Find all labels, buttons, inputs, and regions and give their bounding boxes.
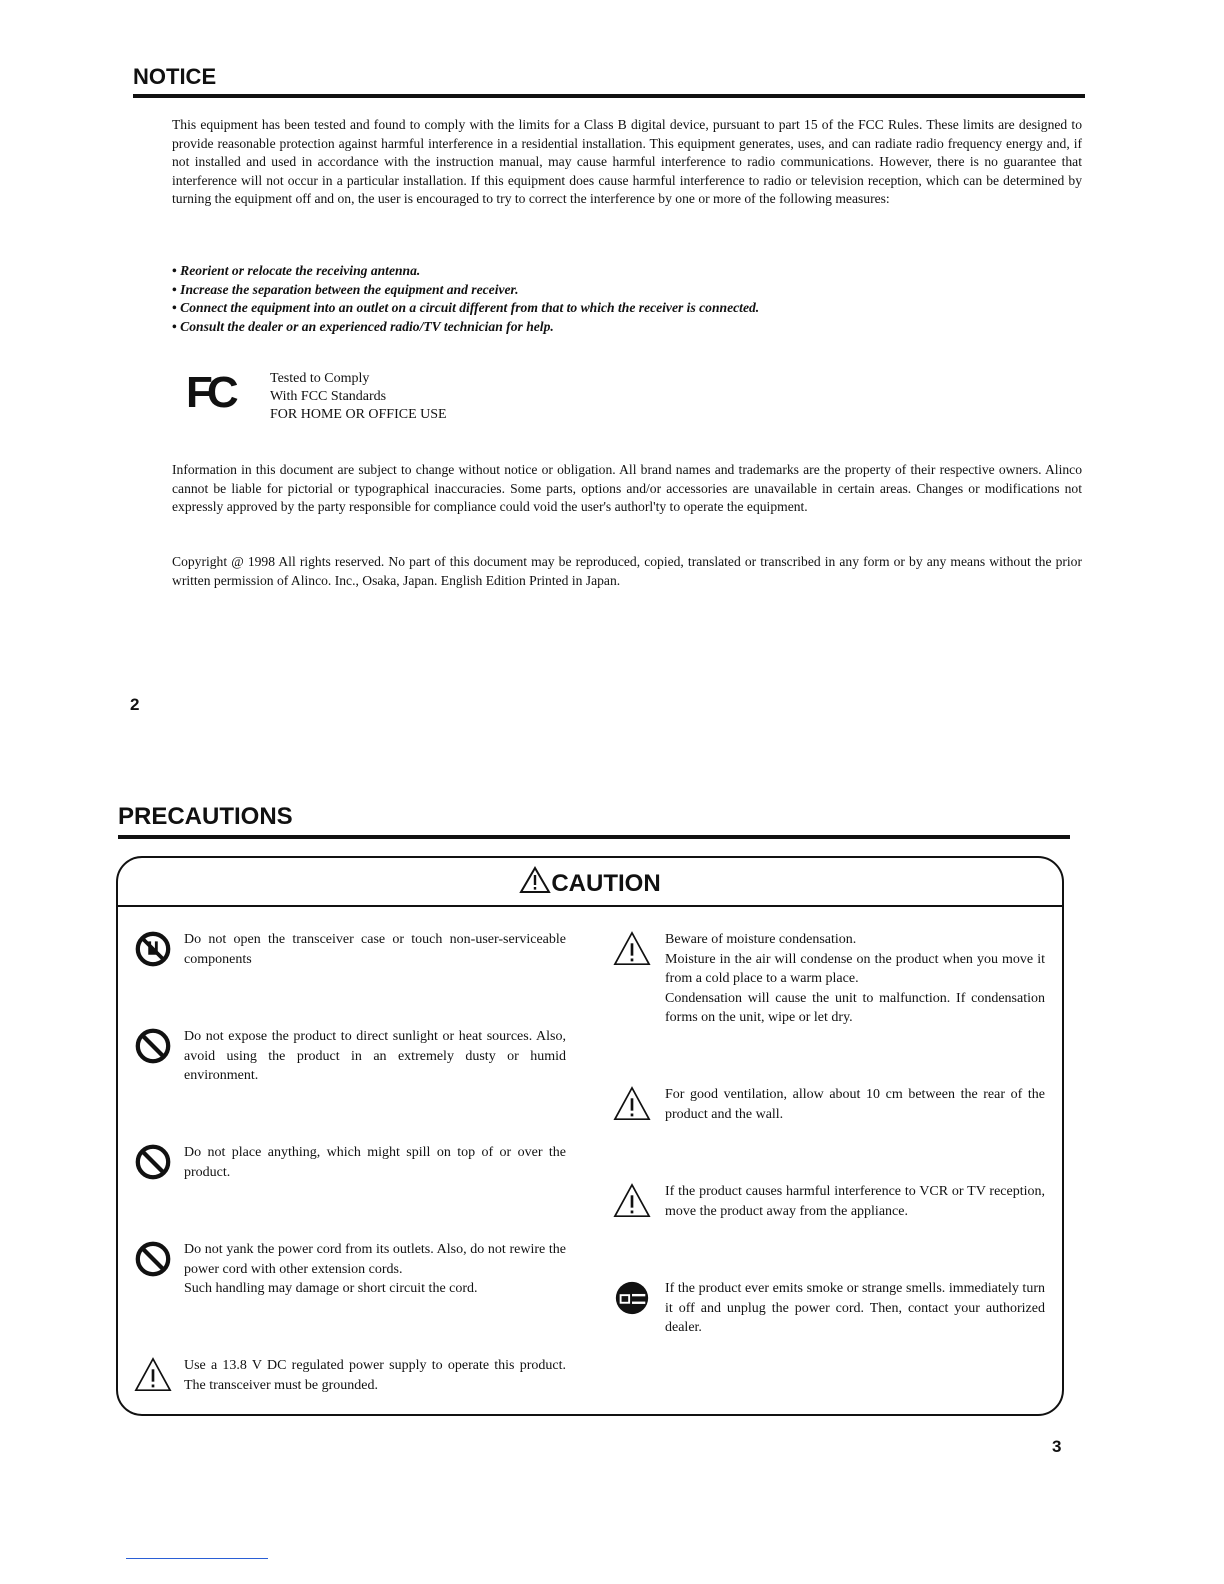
notice-title: NOTICE: [133, 64, 217, 89]
precaution-line: Condensation will cause the unit to malfunction. If condensation forms on the unit, wipe or let dry.: [665, 990, 1045, 1025]
precaution-line: Use a 13.8 V DC regulated power supply to operate this product. The transceiver must be grounded.: [184, 1358, 566, 1393]
warning-icon: [613, 1182, 651, 1220]
copyright-paragraph: Copyright @ 1998 All rights reserved. No part of this document may be reproduced, copied, translated or transcribed in any form or by any means without the prior written permission of Alinco. Inc., Osaka, Japan. English Edition Printed in Japan.: [172, 554, 1082, 588]
precautions-rule: [118, 835, 1070, 839]
fcc-line: Tested to Comply: [270, 371, 370, 386]
measure-item: • Reorient or relocate the receiving antenna.: [172, 262, 1072, 281]
page-number: 3: [1052, 1437, 1062, 1456]
fcc-compliance-text: [270, 370, 447, 424]
precaution-text: [184, 1356, 566, 1395]
precaution-line: Do not open the transceiver case or touch non-user-serviceable components: [184, 932, 566, 967]
fcc-line: With FCC Standards: [270, 389, 387, 404]
prohibited-icon: [134, 1240, 172, 1278]
caution-header: [118, 866, 1062, 898]
measure-item: • Increase the separation between the equipment and receiver.: [172, 281, 1072, 300]
precaution-text: [184, 1027, 566, 1086]
no-disassembly-icon: [134, 930, 172, 968]
unplug-icon: [613, 1279, 651, 1317]
fcc-compliance-block: [186, 370, 506, 430]
link-underline-divider: [126, 1558, 268, 1559]
precaution-text: [184, 1240, 566, 1299]
prohibited-icon: [134, 1027, 172, 1065]
precaution-line: Such handling may damage or short circuit the cord.: [184, 1281, 478, 1296]
prohibited-icon: [134, 1143, 172, 1181]
caution-divider: [118, 905, 1062, 907]
precaution-text: [665, 930, 1045, 1028]
page-number: 2: [130, 695, 140, 714]
measure-item: • Consult the dealer or an experienced radio/TV technician for help.: [172, 318, 1072, 337]
precaution-line: Beware of moisture condensation.: [665, 932, 857, 947]
caution-label: CAUTION: [551, 870, 661, 897]
warning-icon: [519, 866, 551, 894]
precaution-line: Do not place anything, which might spill on top of or over the product.: [184, 1145, 566, 1180]
warning-icon: [613, 1085, 651, 1123]
warning-icon: [134, 1356, 172, 1394]
measure-item: • Connect the equipment into an outlet on a circuit different from that to which the receiver is connected.: [172, 299, 1072, 318]
precaution-text: [184, 930, 566, 969]
fcc-logo-icon: FC: [186, 368, 233, 417]
interference-measures-list: [172, 262, 1072, 336]
precaution-line: Do not yank the power cord from its outlets. Also, do not rewire the power cord with other extension cords.: [184, 1242, 566, 1277]
information-paragraph: Information in this document are subject to change without notice or obligation. All brand names and trademarks are the property of their respective owners. Alinco cannot be liable for pictorial or typographical inaccuracies. Some parts, options and/or accessories are unavailable in certain areas. Changes or modifications not expressly approved by the party responsible for compliance could void the user's authorl'ty to operate the equipment.: [172, 462, 1082, 514]
notice-paragraph: This equipment has been tested and found to comply with the limits for a Class B digital device, pursuant to part 15 of the FCC Rules. These limits are designed to provide reasonable protection against harmful interference in a residential installation. This equipment generates, uses, and can radiate radio frequency energy and, if not installed and used in accordance with the instruction manual, may cause harmful interference to radio communications. However, there is no guarantee that interference will not occur in a particular installation. If this equipment does cause harmful interference to radio or television reception, which can be determined by turning the equipment off and on, the user is encouraged to try to correct the interference by one or more of the following measures:: [172, 117, 1082, 206]
precautions-title: PRECAUTIONS: [118, 803, 293, 830]
precaution-line: If the product causes harmful interference to VCR or TV reception, move the product away from the appliance.: [665, 1184, 1045, 1219]
precaution-line: Do not expose the product to direct sunlight or heat sources. Also, avoid using the product in an extremely dusty or humid environment.: [184, 1029, 566, 1083]
precaution-line: For good ventilation, allow about 10 cm between the rear of the product and the wall.: [665, 1087, 1045, 1122]
precaution-line: Moisture in the air will condense on the product when you move it from a cold place to a warm place.: [665, 951, 1045, 986]
precaution-text: [184, 1143, 566, 1182]
fcc-line: FOR HOME OR OFFICE USE: [270, 407, 447, 422]
precaution-line: If the product ever emits smoke or strange smells. immediately turn it off and unplug the power cord. Then, contact your authorized dealer.: [665, 1281, 1045, 1335]
precaution-text: [665, 1182, 1045, 1221]
warning-icon: [613, 930, 651, 968]
precaution-text: [665, 1085, 1045, 1124]
notice-rule: [133, 94, 1085, 98]
precaution-text: [665, 1279, 1045, 1338]
